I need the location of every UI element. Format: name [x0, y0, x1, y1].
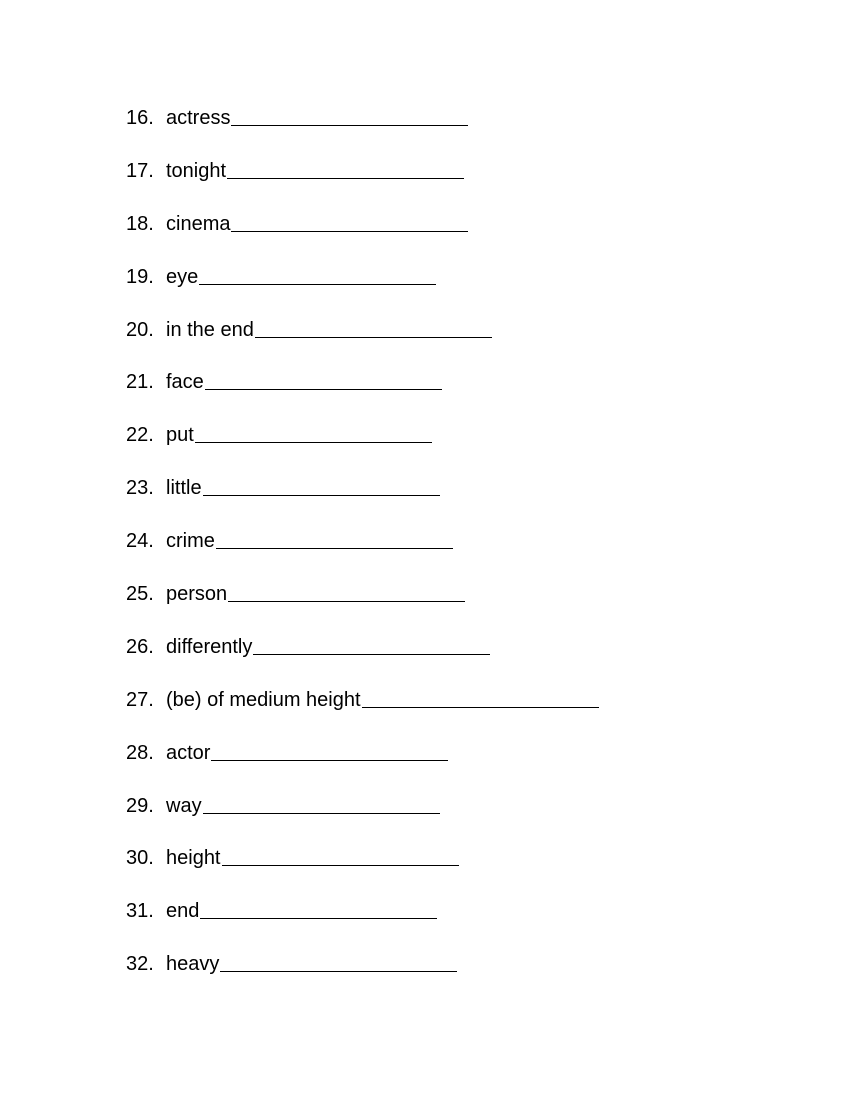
item-number: 18.: [126, 212, 154, 235]
item-number: 26.: [126, 635, 154, 658]
item-number: 17.: [126, 159, 154, 182]
list-item: [126, 367, 599, 420]
list-item: [126, 315, 599, 368]
list-item: [126, 473, 599, 526]
answer-blank[interactable]: [253, 632, 490, 655]
item-term: way: [166, 794, 202, 817]
item-number: 21.: [126, 371, 154, 394]
item-term: crime: [166, 530, 215, 553]
list-item: [126, 209, 599, 262]
item-term: end: [166, 900, 200, 923]
item-term: little: [166, 477, 202, 500]
answer-blank[interactable]: [220, 949, 457, 972]
list-item: [126, 420, 599, 473]
list-item: [126, 632, 599, 685]
item-term: eye: [166, 265, 199, 288]
item-number: 23.: [126, 477, 154, 500]
item-term: actor: [166, 741, 211, 764]
list-item: [126, 738, 599, 791]
vocabulary-list: [126, 103, 599, 1002]
answer-blank[interactable]: [195, 420, 432, 443]
item-term: heavy: [166, 953, 220, 976]
answer-blank[interactable]: [216, 526, 453, 549]
item-number: 30.: [126, 847, 154, 870]
item-number: 29.: [126, 794, 154, 817]
item-number: 31.: [126, 900, 154, 923]
list-item: [126, 103, 599, 156]
item-number: 22.: [126, 424, 154, 447]
item-number: 28.: [126, 741, 154, 764]
answer-blank[interactable]: [199, 262, 436, 285]
item-term: actress: [166, 107, 231, 129]
answer-blank[interactable]: [222, 843, 459, 866]
answer-blank[interactable]: [255, 315, 492, 338]
answer-blank[interactable]: [211, 738, 448, 761]
item-number: 19.: [126, 265, 154, 288]
item-term: cinema: [166, 212, 231, 235]
item-term: person: [166, 583, 228, 606]
item-number: 27.: [126, 688, 154, 711]
list-item: [126, 526, 599, 579]
list-item: [126, 262, 599, 315]
list-item: [126, 156, 599, 209]
item-term: in the end: [166, 318, 254, 341]
item-number: 16.: [126, 107, 154, 129]
answer-blank[interactable]: [205, 367, 442, 390]
list-item: [126, 579, 599, 632]
list-item: [126, 896, 599, 949]
list-item: [126, 843, 599, 896]
answer-blank[interactable]: [362, 685, 599, 708]
answer-blank[interactable]: [203, 791, 440, 814]
answer-blank[interactable]: [228, 579, 465, 602]
item-number: 25.: [126, 583, 154, 606]
item-number: 32.: [126, 953, 154, 976]
item-term: differently: [166, 635, 253, 658]
item-number: 24.: [126, 530, 154, 553]
list-item: [126, 685, 599, 738]
item-term: (be) of medium height: [166, 688, 361, 711]
item-number: 20.: [126, 318, 154, 341]
item-term: tonight: [166, 159, 227, 182]
answer-blank[interactable]: [231, 209, 468, 232]
answer-blank[interactable]: [203, 473, 440, 496]
item-term: put: [166, 424, 194, 447]
answer-blank[interactable]: [231, 103, 468, 126]
answer-blank[interactable]: [200, 896, 437, 919]
item-term: face: [166, 371, 204, 394]
list-item: [126, 949, 599, 1002]
answer-blank[interactable]: [227, 156, 464, 179]
item-term: height: [166, 847, 221, 870]
list-item: [126, 791, 599, 844]
